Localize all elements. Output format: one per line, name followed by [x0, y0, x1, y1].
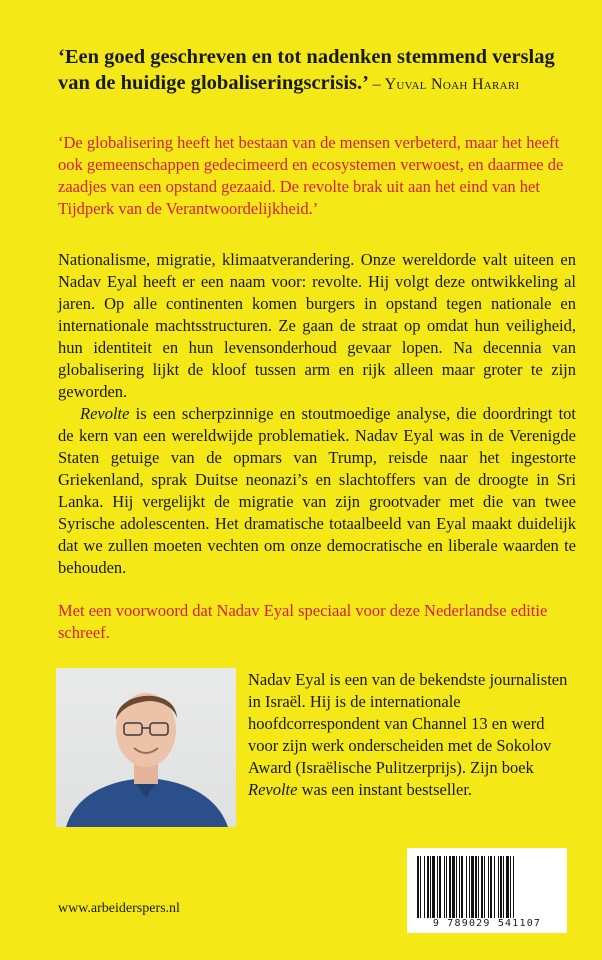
endorsement-quote	[58, 44, 568, 98]
barcode-icon	[417, 856, 557, 918]
author-bio-end: was een instant bestseller.	[297, 780, 473, 799]
endorsement-text: ‘Een goed geschreven en tot nadenken stemmend verslag van de huidige globaliseringscrisis.’	[58, 46, 555, 94]
author-portrait-icon	[56, 668, 236, 827]
author-photo	[56, 668, 236, 827]
foreword-note: Met een voorwoord dat Nadav Eyal speciaal voor deze Nederlandse editie schreef.	[58, 601, 548, 642]
author-bio-text: Nadav Eyal is een van de bekendste journalisten in Israël. Hij is de internationale hoofdcorrespondent van Channel 13 en werd voor zijn werk onderscheiden met de Sokolov Award (Israëlische Pulitzerprijs). Zijn boek	[248, 670, 568, 777]
book-title: Revolte	[80, 404, 130, 423]
bio-book-title: Revolte	[248, 780, 298, 799]
publisher-url: www.arbeiderspers.nl	[58, 901, 180, 916]
blurb-paragraph-1: Nationalisme, migratie, klimaatverandering. Onze wereldorde valt uiteen en Nadav Eyal heeft er een naam voor: revolte. Hij volgt deze ontwikkeling al jaren. Op alle continenten komen burgers in opstand tegen nationale en internationale machtsstructuren. Ze gaan de straat op omdat hun veiligheid, hun identiteit en hun levensonderhoud gevaar lopen. Na decennia van globalisering lijkt de kloof tussen arm en rijk alleen maar groter te zijn geworden.	[58, 250, 576, 401]
blurb-paragraph-2-text: is een scherpzinnige en stoutmoedige analyse, die doordringt tot de kern van een wereldwijde problematiek. Nadav Eyal was in de Verenigde Staten getuige van de opmars van Trump, reisde naar het ingestorte Griekenland, sprak Duitse neonazi’s en slachtoffers van de droogte in Sri Lanka. Hij vergelijkt de migratie van zijn grootvader met die van twee Syrische adolescenten. Het dramatische totaalbeeld van Eyal maakt duidelijk dat we zullen moeten vechten om onze democratische en liberale waarden te behouden.	[58, 404, 576, 577]
blurb	[58, 249, 576, 579]
blurb-paragraph-2	[58, 403, 576, 579]
author-bio	[248, 669, 570, 801]
isbn-number: 9 789029 541107	[432, 918, 542, 929]
highlight-quote: ‘De globalisering heeft het bestaan van de mensen verbeterd, maar het heeft ook gemeenschappen gedecimeerd en ecosystemen verwoest, en daarmee de zaadjes van een opstand gezaaid. De revolte brak uit aan het eind van het Tijdperk van de Verantwoordelijkheid.’	[58, 133, 564, 218]
endorsement-source: – Yuval Noah Harari	[372, 76, 520, 93]
barcode	[407, 848, 567, 933]
